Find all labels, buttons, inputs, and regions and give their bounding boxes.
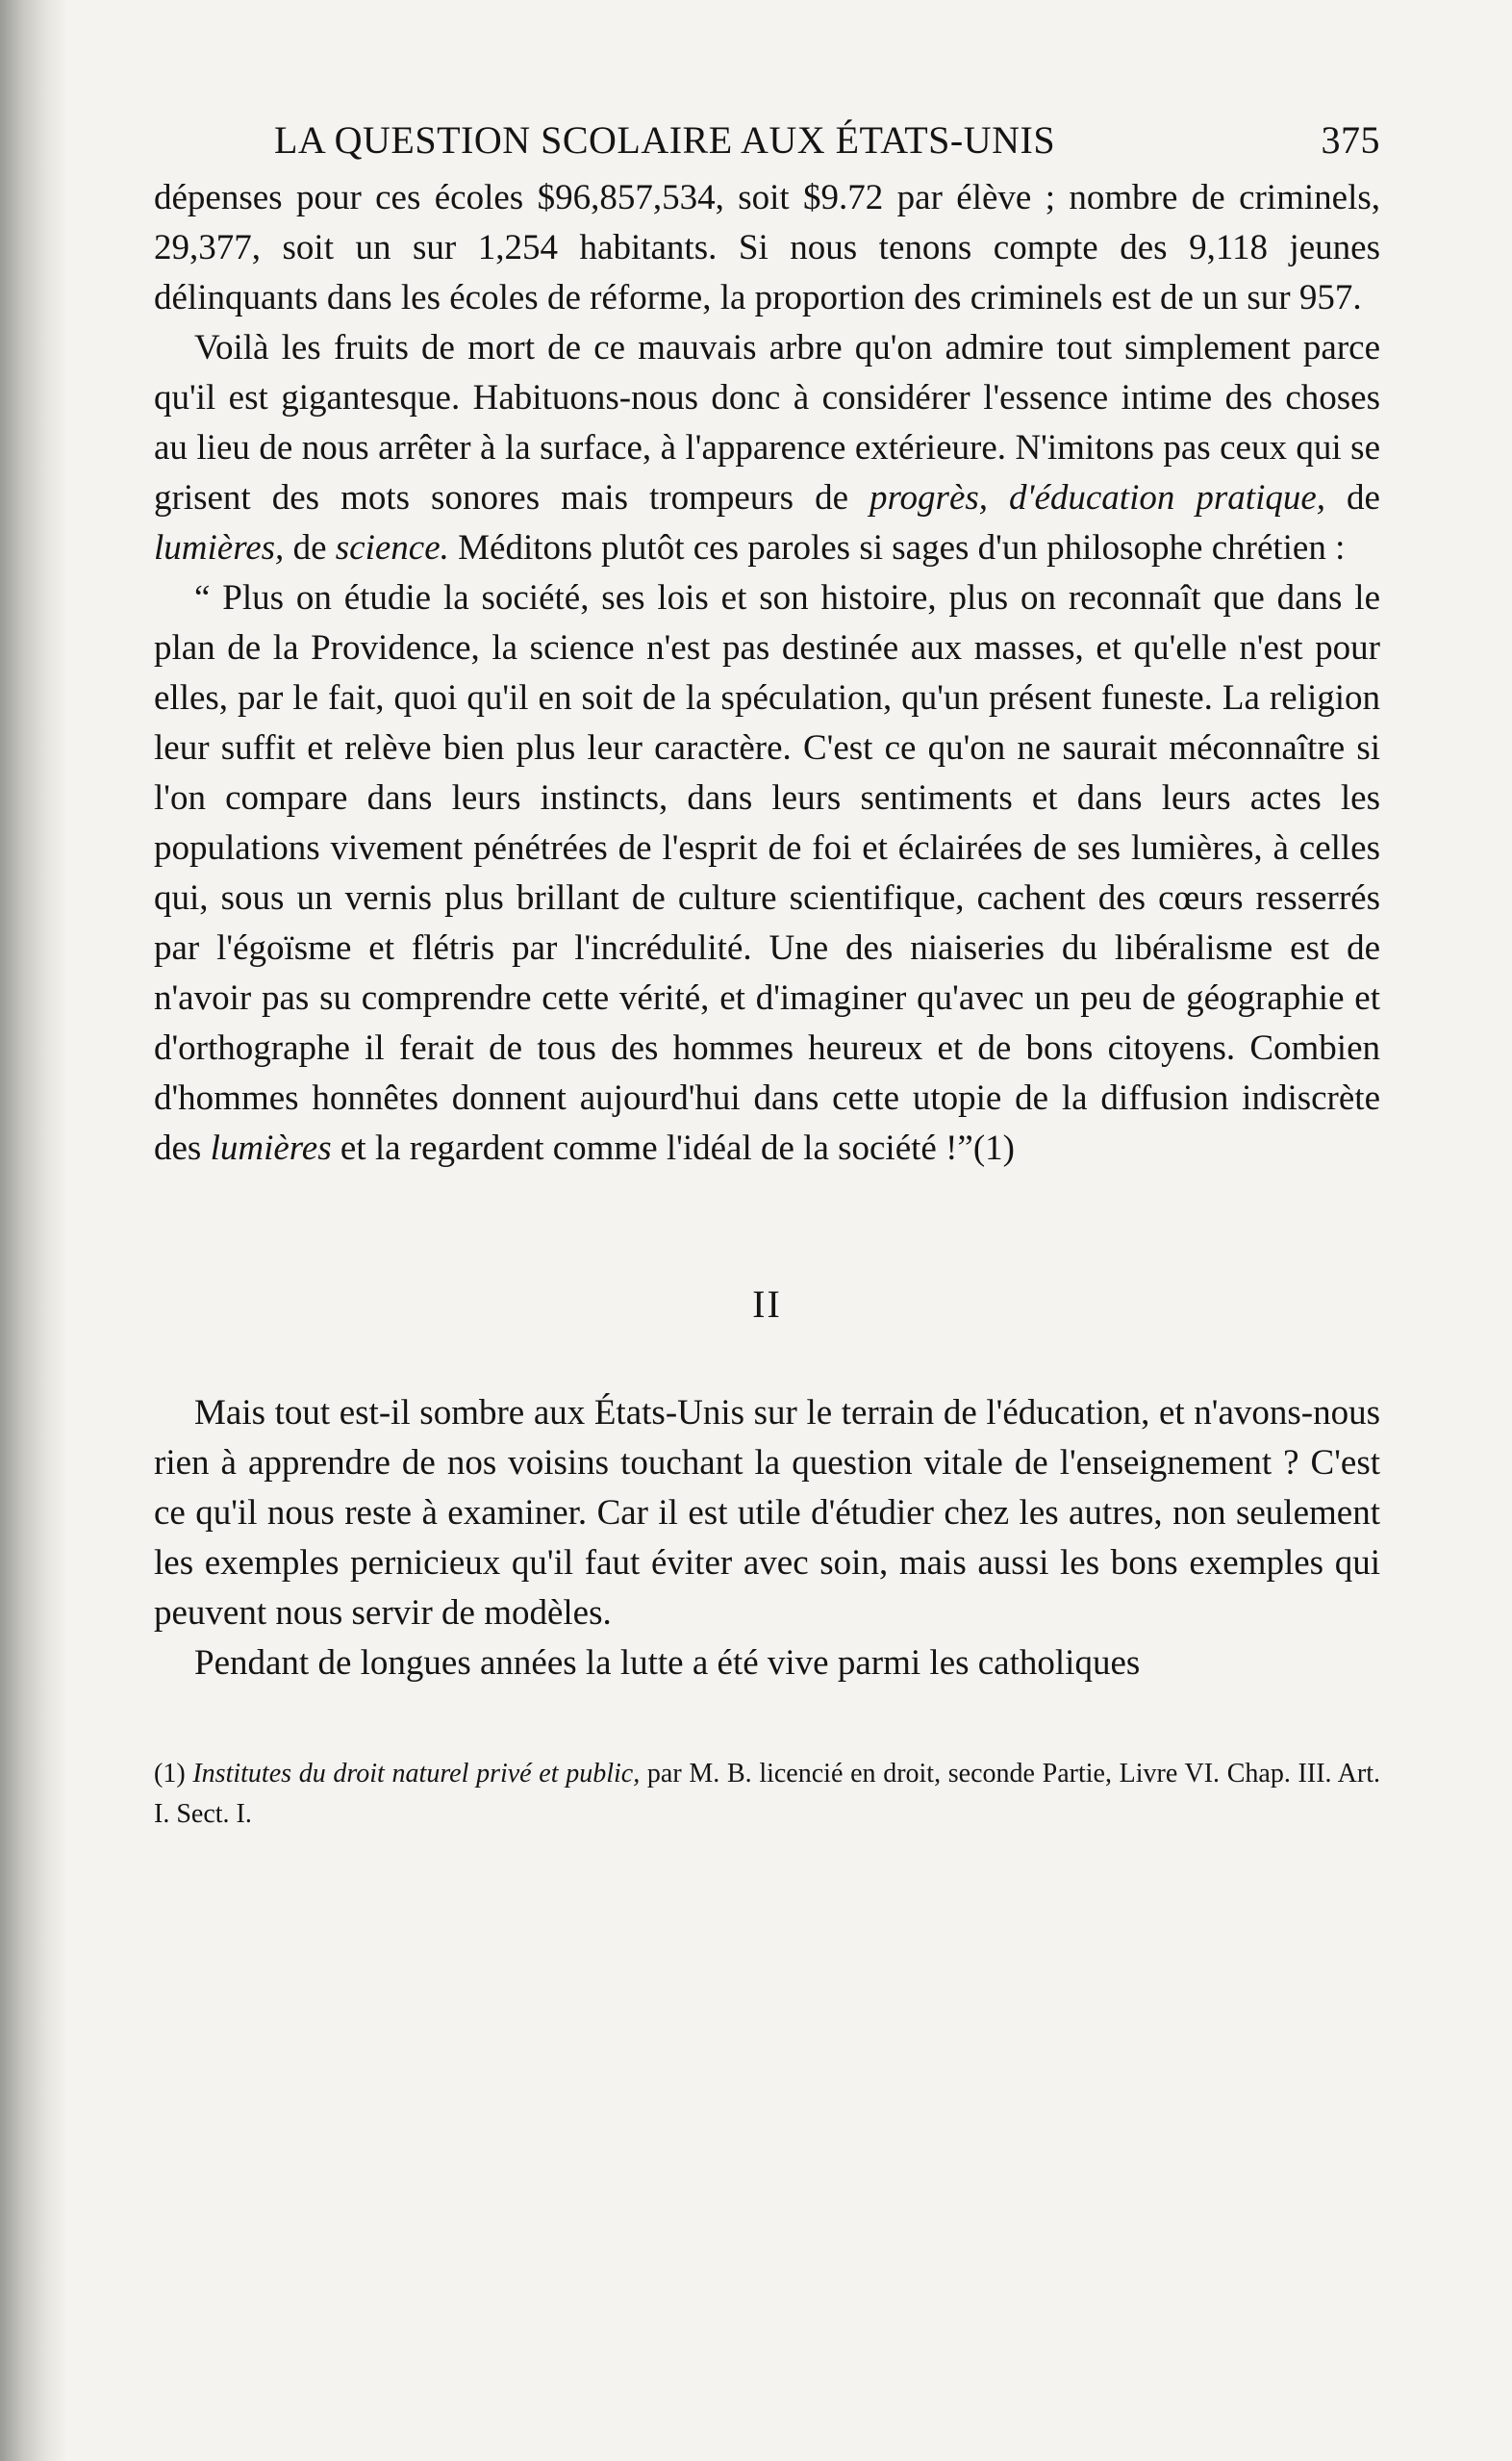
running-header	[154, 106, 1380, 173]
paragraph-2-text-a: Voilà les fruits de mort de ce mauvais arbre qu'on admire tout simplement parce qu'il est gigantesque. Habituons-nous donc à considérer l'essence intime des choses au lieu de nous arrêter à la surface, à l'apparence extérieure. N'imitons pas ceux qui se grisent des mots sonores mais trompeurs de	[154, 328, 1380, 518]
paragraph-4: Pendant de longues années la lutte a été vive parmi les catholiques	[194, 1643, 1141, 1683]
scan-gutter-shadow	[0, 0, 67, 2461]
paragraph-2-text-b: de	[1325, 478, 1380, 518]
quote-italic: lumières	[210, 1129, 332, 1168]
body-text	[154, 173, 1380, 1688]
paragraph-2-italic-3: science.	[335, 528, 449, 568]
book-page	[154, 106, 1380, 1835]
paragraph-2-italic-1: progrès, d'éducation pratique,	[869, 478, 1326, 518]
block-quote	[154, 573, 1380, 1174]
footnote-title: Institutes du droit naturel privé et public,	[192, 1759, 641, 1789]
paragraph-2-italic-2: lumières,	[154, 528, 285, 568]
section-heading: II	[752, 1282, 782, 1326]
footnote-rest: par M. B. licencié en droit, seconde Partie, Livre VI. Chap. III. Art. I. Sect. I.	[154, 1759, 1380, 1829]
paragraph-1: dépenses pour ces écoles $96,857,534, soit $9.72 par élève ; nombre de criminels, 29,377, soit un sur 1,254 habitants. Si nous tenons compte des 9,118 jeunes délinquants dans les écoles de réforme, la proportion des criminels est de un sur 957.	[154, 178, 1380, 317]
quote-text-b: et la regardent comme l'idéal de la société !”(1)	[331, 1129, 1015, 1168]
quote-text-a: “ Plus on étudie la société, ses lois et son histoire, plus on reconnaît que dans le plan de la Providence, la science n'est pas destinée aux masses, et qu'elle n'est pour elles, par le fait, quoi qu'il en soit de la spéculation, qu'un présent funeste. La religion leur suffit et relève bien plus leur caractère. C'est ce qu'on ne saurait méconnaître si l'on compare dans leurs instincts, dans leurs sentiments et dans leurs actes les populations vivement pénétrées de l'esprit de foi et éclairées de ses lumières, à celles qui, sous un vernis plus brillant de culture scientifique, cachent des cœurs resserrés par l'égoïsme et flétris par l'incrédulité. Une des niaiseries du libéralisme est de n'avoir pas su comprendre cette vérité, et d'imaginer qu'avec un peu de géographie et d'orthographe il ferait de tous des hommes heureux et de bons citoyens. Combien d'hommes honnêtes donnent aujourd'hui dans cette utopie de la diffusion indiscrète des	[154, 578, 1380, 1168]
paragraph-2-text-c: de	[284, 528, 336, 568]
paragraph-2-text-d: Méditons plutôt ces paroles si sages d'un philosophe chrétien :	[448, 528, 1346, 568]
footnote-marker: (1)	[154, 1759, 186, 1789]
paragraph-2	[154, 323, 1380, 573]
page-number: 375	[1321, 118, 1380, 162]
paragraph-3: Mais tout est-il sombre aux États-Unis sur le terrain de l'éducation, et n'avons-nous rien à apprendre de nos voisins touchant la question vitale de l'enseignement ? C'est ce qu'il nous reste à examiner. Car il est utile d'étudier chez les autres, non seulement les exemples pernicieux qu'il faut éviter avec soin, mais aussi les bons exemples qui peuvent nous servir de modèles.	[154, 1393, 1380, 1633]
footnote	[154, 1754, 1380, 1835]
running-title: LA QUESTION SCOLAIRE AUX ÉTATS-UNIS	[274, 118, 1056, 162]
